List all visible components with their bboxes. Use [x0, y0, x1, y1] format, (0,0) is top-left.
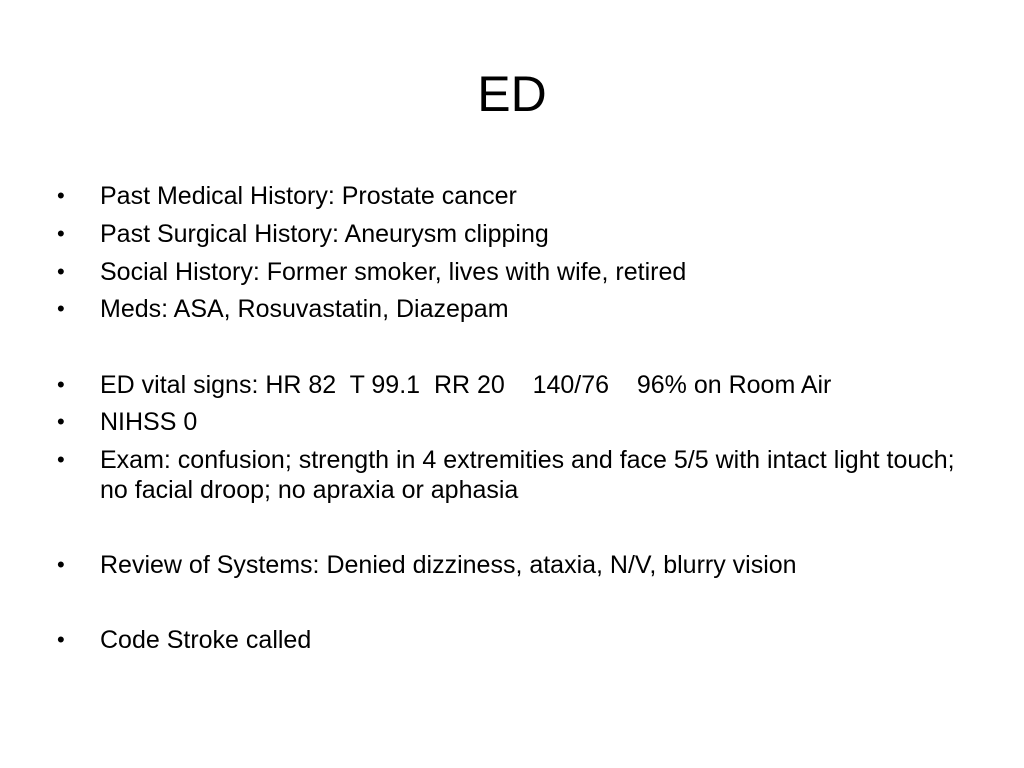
- bullet-icon: •: [57, 221, 65, 246]
- bullet-icon: •: [57, 627, 65, 652]
- bullet-icon: •: [57, 552, 65, 577]
- bullet-icon: •: [57, 409, 65, 434]
- bullet-text: NIHSS 0: [100, 408, 198, 436]
- bullet-text: ED vital signs: HR 82 T 99.1 RR 20 140/76 96% on Room Air: [100, 371, 832, 399]
- bullet-text: Social History: Former smoker, lives with wife, retired: [100, 258, 687, 286]
- bullet-icon: •: [57, 372, 65, 397]
- bullet-text: Past Medical History: Prostate cancer: [100, 182, 517, 210]
- bullet-icon: •: [57, 183, 65, 208]
- bullet-icon: •: [57, 296, 65, 321]
- bullet-text: Code Stroke called: [100, 626, 312, 654]
- bullet-text: Exam: confusion; strength in 4 extremities and face 5/5 with intact light touch; no facial droop; no apraxia or aphasia: [100, 446, 955, 504]
- bullet-text: Past Surgical History: Aneurysm clipping: [100, 220, 549, 248]
- bullet-text: Meds: ASA, Rosuvastatin, Diazepam: [100, 295, 509, 323]
- bullet-text: Review of Systems: Denied dizziness, ataxia, N/V, blurry vision: [100, 551, 797, 579]
- slide-title: ED: [477, 66, 547, 122]
- bullet-icon: •: [57, 259, 65, 284]
- bullet-icon: •: [57, 447, 65, 472]
